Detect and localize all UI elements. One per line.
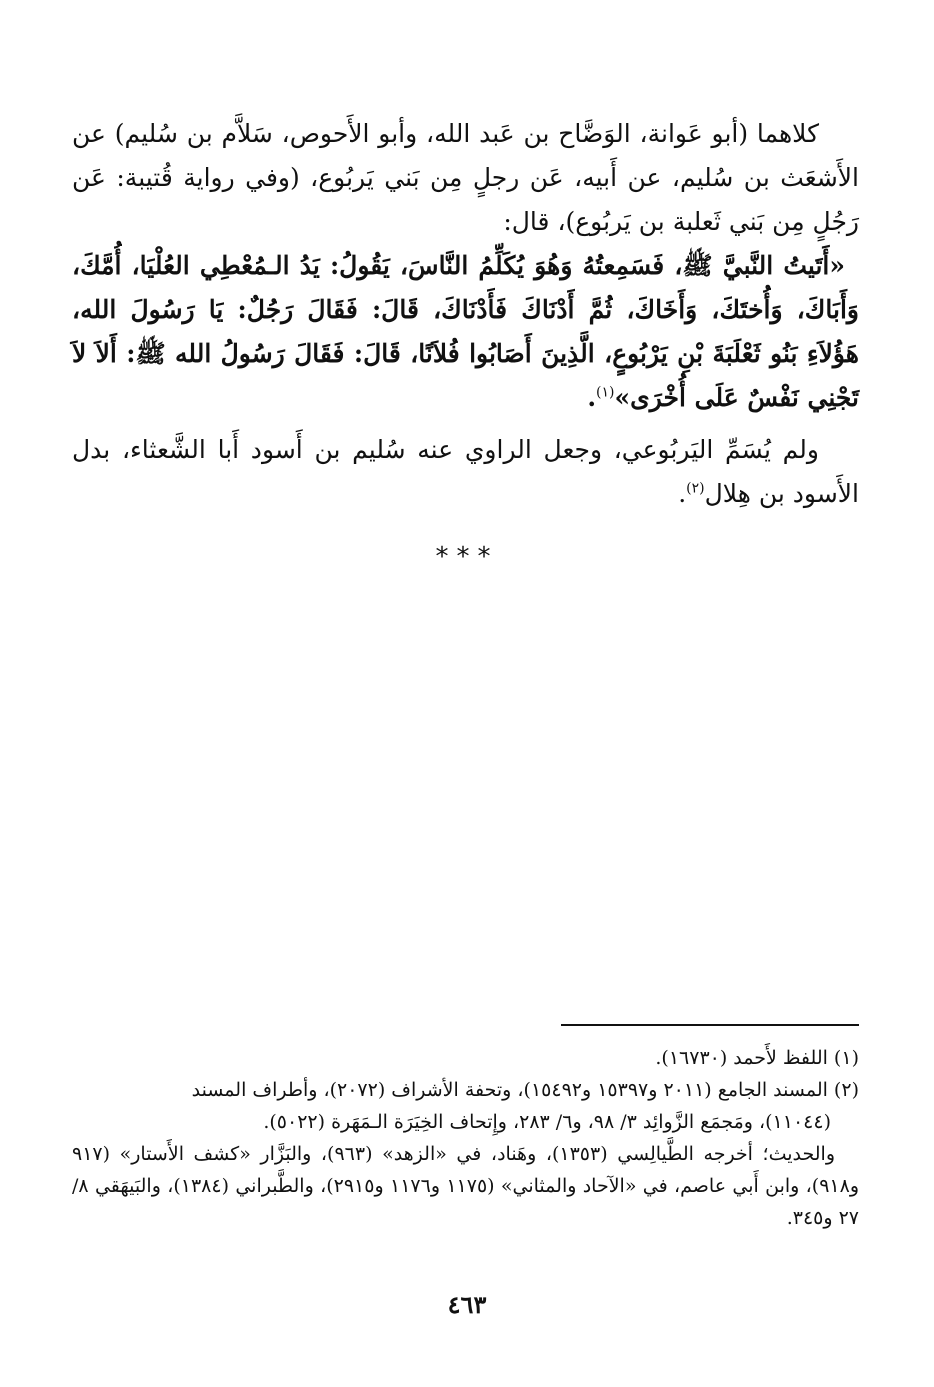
- section-separator: ***: [435, 542, 499, 572]
- footnote-2-line-1: (٢) المسند الجامع (٢٠١١ و١٥٣٩٧ و١٥٤٩٢)، وتحفة الأشراف (٢٠٧٢)، وأطراف المسند: [191, 1079, 859, 1101]
- footnote-2-line-2: (١١٠٤٤)، ومَجمَع الزَّوائِد ٣/ ٩٨، و٦/ ٢٨٣، وإِتحاف الخِيَرَة الـمَهَرة (٥٠٢٢).: [263, 1111, 831, 1133]
- footnote-1: (١) اللفظ لأَحمد (١٦٧٣٠).: [655, 1047, 859, 1069]
- commentary-text: ولم يُسَمِّ اليَربُوعي، وجعل الراوي عنه سُليم بن أَسود أَبا الشَّعثاء، بدل الأَسود بن هِلال: [72, 435, 859, 508]
- footnote-ref-2: (٢): [686, 480, 705, 497]
- footnotes: [72, 1042, 859, 1234]
- paragraph-commentary: [72, 428, 859, 516]
- footnote-divider: [561, 1024, 859, 1026]
- footnote-2-sources: والحديث؛ أخرجه الطَّيالِسي (١٣٥٣)، وهَناد، في «الزهد» (٩٦٣)، والبَزَّار «كشف الأَستار» (٩١٧ و٩١٨)، وابن أَبي عاصم، في «الآحاد والمثاني» (١١٧٥ و١١٧٦ و٢٩١٥)، والطَّبراني (١٣٨٤)، والبَيهَقي ٨/ ٢٧ و٣٤٥.: [72, 1143, 860, 1229]
- paragraph-hadith: [72, 244, 859, 420]
- paragraph-chain-text: كلاهما (أبو عَوانة، الوَضَّاح بن عَبد الله، وأبو الأَحوص، سَلاَّم بن سُليم) عن الأَشعَث بن سُليم، عن أَبيه، عَن رجلٍ مِن بَني يَربُوع، (وفي رواية قُتيبة: عَن رَجُلٍ مِن بَني ثَعلبة بن يَربُوع)، قال:: [72, 119, 859, 236]
- page-number: ٤٦٣: [447, 1290, 487, 1319]
- commentary-end-punct: .: [678, 479, 687, 508]
- hadith-end-punct: .: [587, 383, 597, 412]
- footnote-ref-1: (١): [596, 384, 615, 401]
- main-text: [72, 112, 859, 516]
- hadith-text: «أَتَيتُ النَّبيَّ ﷺ، فَسَمِعتُهُ وَهُوَ يُكَلِّمُ النَّاسَ، يَقُولُ: يَدُ الـمُعْطِي العُلْيَا، أُمَّكَ، وَأَبَاكَ، وَأُختَكَ، وَأَخَاكَ، ثُمَّ أَدْنَاكَ فَأَدْنَاكَ، قَالَ: فَقَالَ رَجُلٌ: يَا رَسُولَ الله، هَؤُلاَءِ بَنُو ثَعْلَبَةَ بْنِ يَرْبُوعٍ، الَّذِينَ أَصَابُوا فُلاَنًا، قَالَ: فَقَالَ رَسُولُ الله ﷺ: أَلاَ لاَ تَجْنِي نَفْسٌ عَلَى أُخْرَى»: [72, 251, 859, 412]
- paragraph-chain: [72, 112, 859, 244]
